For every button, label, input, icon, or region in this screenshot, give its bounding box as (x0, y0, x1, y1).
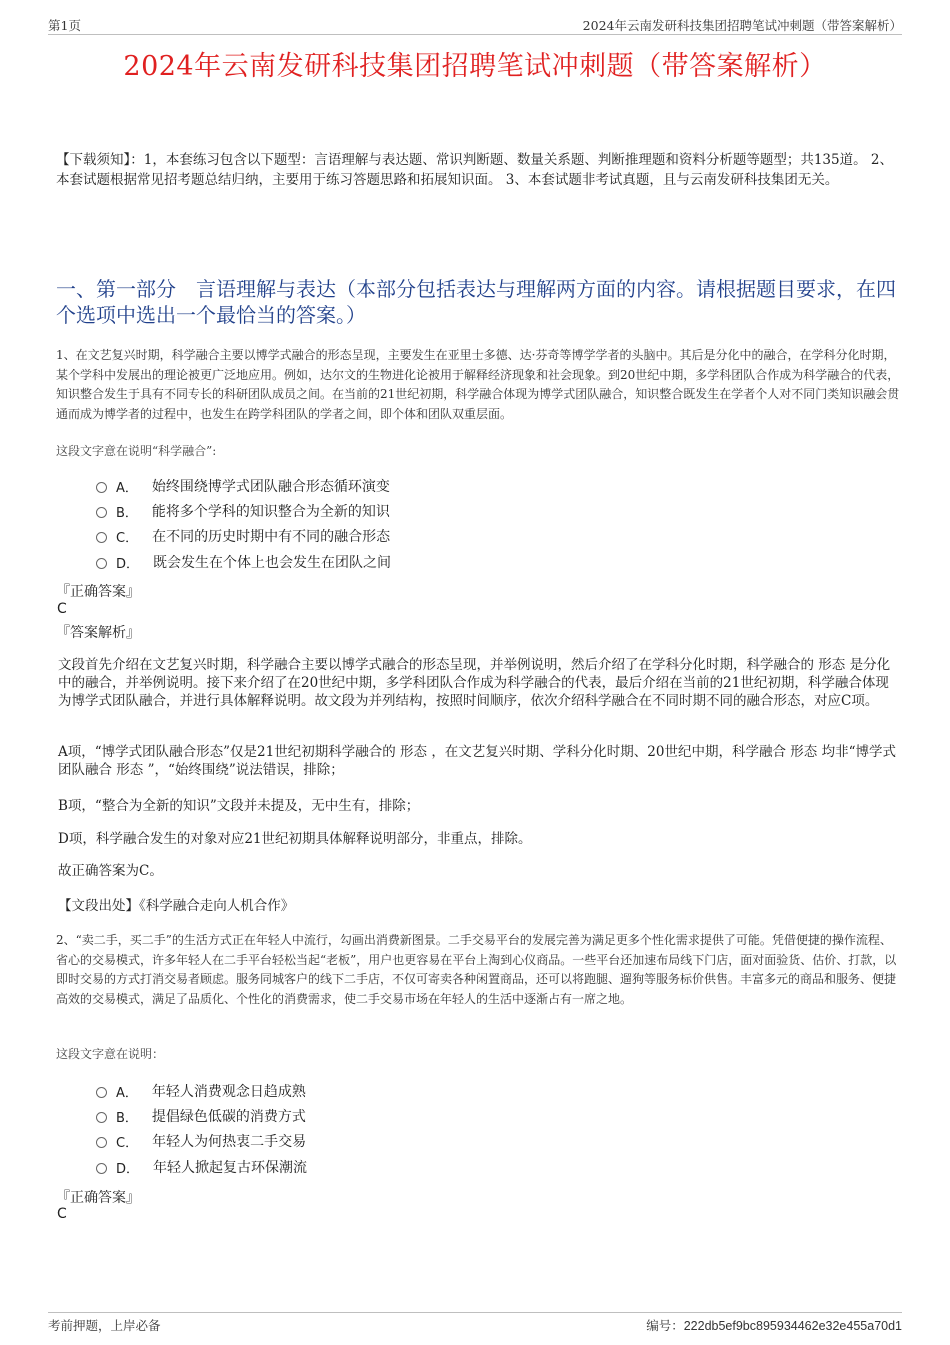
footer-code (646, 1316, 902, 1334)
option-letter: B． (116, 505, 138, 521)
q2-answer-label: 『正确答案』 (56, 1190, 140, 1206)
q1-analysis-paragraph: B项，“整合为全新的知识”文段并未提及，无中生有，排除； (58, 798, 420, 814)
q2-option-d[interactable] (96, 1156, 307, 1178)
header-doc-title: 2024年云南发研科技集团招聘笔试冲刺题（带答案解析） (582, 18, 902, 33)
radio-icon[interactable] (96, 1137, 107, 1148)
option-text: 能将多个学科的知识整合为全新的知识 (151, 504, 390, 520)
option-letter: C． (116, 1135, 139, 1151)
option-text: 在不同的历史时期中有不同的融合形态 (152, 529, 391, 545)
q1-analysis-label: 『答案解析』 (56, 625, 140, 641)
footer-slogan: 考前押题，上岸必备 (48, 1318, 161, 1333)
footer-code-value: 222db5ef9bc895934462e32e455a70d1 (683, 1319, 902, 1333)
q2-answer: C (57, 1206, 67, 1222)
download-notice: 【下载须知】：1，本套练习包含以下题型：言语理解与表达题、常识判断题、数量关系题、判断推理题和资料分析题等题型；共135道。 2、本套试题根据常见招考题总结归纳，主要用于练习答题思路和拓展知识面。 3、本套试题非考试真题，且与云南发研科技集团无关。 (56, 152, 893, 188)
option-letter: A． (116, 480, 138, 496)
option-letter: A． (116, 1085, 138, 1101)
radio-icon[interactable] (96, 482, 107, 493)
q1-answer: C (57, 601, 67, 617)
radio-icon[interactable] (96, 1087, 107, 1098)
option-letter: B． (116, 1110, 138, 1126)
q1-analysis-paragraph: D项，科学融合发生的对象对应21世纪初期具体解释说明部分，非重点，排除。 (58, 831, 532, 847)
q2-option-c[interactable] (96, 1130, 306, 1152)
page-number: 第1页 (48, 18, 81, 33)
footer-code-label: 编号： (646, 1318, 684, 1333)
page-footer (48, 1312, 902, 1333)
option-letter: D． (116, 556, 140, 572)
question-1-prompt: 这段文字意在说明“科学融合”: (56, 444, 217, 458)
q1-option-b[interactable] (96, 500, 390, 522)
radio-icon[interactable] (96, 507, 107, 518)
q1-option-c[interactable] (96, 525, 390, 547)
q1-option-d[interactable] (96, 551, 391, 573)
q1-analysis-conclusion: 故正确答案为C。 (58, 863, 163, 879)
question-2-text: 2、“卖二手，买二手”的生活方式正在年轻人中流行，勾画出消费新图景。二手交易平台的发展完善为满足更多个性化需求提供了可能。凭借便捷的操作流程、省心的交易模式，许多年轻人在二手平台轻松当起“老板”，用户也更容易在平台上淘到心仪商品。一些平台还加速布局线下门店，面对面验货、估价、打款，以即时交易的方式打消交易者顾虑。服务同城客户的线下二手店，不仅可寄卖各种闲置商品，还可以将跑腿、遛狗等服务标价供售。丰富多元的商品和服务、便捷高效的交易模式，满足了品质化、个性化的消费需求，使二手交易市场在年轻人的生活中逐渐占有一席之地。 (56, 933, 897, 1006)
radio-icon[interactable] (96, 532, 107, 543)
document-title: 2024年云南发研科技集团招聘笔试冲刺题（带答案解析） (123, 51, 827, 82)
q1-analysis-paragraph: A项，“博学式团队融合形态”仅是21世纪初期科学融合的 形态 ，在文艺复兴时期、学科分化时期、20世纪中期，科学融合 形态 均非“博学式团队融合 形态 ”，“始终围绕”说法错误，排除； (58, 744, 896, 778)
option-text: 既会发生在个体上也会发生在团队之间 (153, 555, 392, 571)
q2-option-b[interactable] (96, 1105, 306, 1127)
radio-icon[interactable] (96, 1163, 107, 1174)
q1-option-a[interactable] (96, 475, 390, 497)
q1-source: 【文段出处】《科学融合走向人机合作》 (58, 898, 295, 914)
option-text: 年轻人为何热衷二手交易 (152, 1134, 307, 1150)
question-2-prompt: 这段文字意在说明： (56, 1047, 165, 1061)
option-letter: C． (116, 530, 139, 546)
option-text: 年轻人掀起复古环保潮流 (153, 1160, 308, 1176)
radio-icon[interactable] (96, 558, 107, 569)
q2-option-a[interactable] (96, 1080, 306, 1102)
option-letter: D． (116, 1161, 140, 1177)
radio-icon[interactable] (96, 1112, 107, 1123)
option-text: 始终围绕博学式团队融合形态循环演变 (151, 479, 390, 495)
q1-answer-label: 『正确答案』 (56, 584, 140, 600)
question-1-text: 1、在文艺复兴时期，科学融合主要以博学式融合的形态呈现，主要发生在亚里士多德、达·芬奇等博学学者的头脑中。其后是分化中的融合，在学科分化时期，某个学科中发展出的理论被更广泛地应用。例如，达尔文的生物进化论被用于解释经济现象和社会现象。到20世纪中期，多学科团队合作成为科学融合的代表，知识整合发生于具有不同专长的科研团队成员之间。在当前的21世纪初期，科学融合体现为博学式团队融合，知识整合既发生在学者个人对不同门类知识融会贯通而成为博学者的过程中，也发生在跨学科团队的学者之间，即个体和团队双重层面。 (56, 348, 900, 421)
page-header (48, 14, 902, 35)
section-title: 一、第一部分 言语理解与表达（本部分包括表达与理解两方面的内容。请根据题目要求，在四个选项中选出一个最恰当的答案。） (56, 277, 896, 327)
q1-analysis-paragraph: 文段首先介绍在文艺复兴时期，科学融合主要以博学式融合的形态呈现，并举例说明，然后介绍了在学科分化时期，科学融合的 形态 是分化中的融合，并举例说明。接下来介绍了在20世纪中期，多学科团队合作成为科学融合的代表，最后介绍在当前的21世纪初期，科学融合体现为博学式团队融合，并进行具体解释说明。故文段为并列结构，按照时间顺序，依次介绍科学融合在不同时期不同的融合形态，对应C项。 (58, 657, 891, 709)
option-text: 年轻人消费观念日趋成熟 (151, 1084, 306, 1100)
option-text: 提倡绿色低碳的消费方式 (151, 1109, 306, 1125)
